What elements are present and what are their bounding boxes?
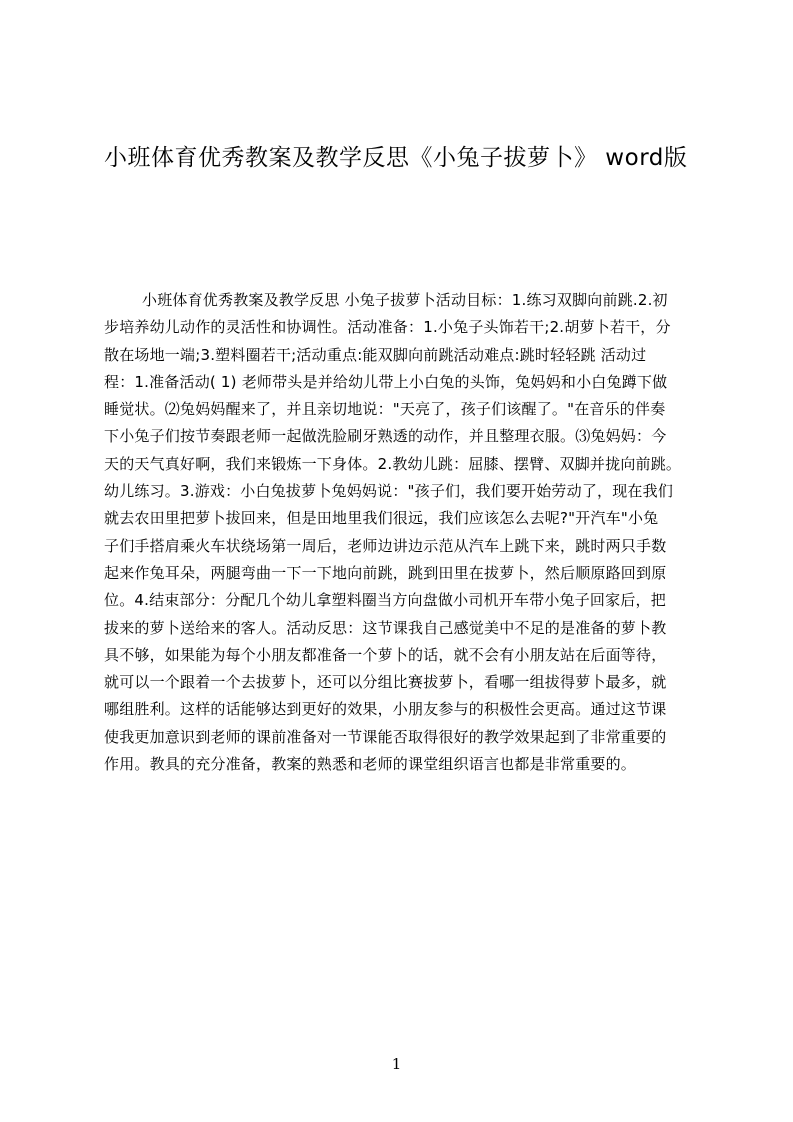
body-line: 步培养幼儿动作的灵活性和协调性。活动准备：1.小兔子头饰若干;2.胡萝卜若干，分	[104, 318, 671, 337]
body-line: 程：1.准备活动( 1) 老师带头是并给幼儿带上小白兔的头饰，兔妈妈和小白兔蹲下做	[104, 372, 668, 391]
body-line: 下小兔子们按节奏跟老师一起做洗脸刷牙熟透的动作，并且整理衣服。⑶兔妈妈：今	[104, 427, 667, 446]
body-line: 位。4.结束部分：分配几个幼儿拿塑料圈当方向盘做小司机开车带小兔子回家后，把	[104, 591, 666, 610]
body-line: 幼儿练习。3.游戏：小白兔拔萝卜兔妈妈说："孩子们，我们要开始劳动了，现在我们	[104, 482, 674, 501]
page-number: 1	[391, 1055, 402, 1073]
body-line: 子们手搭肩乘火车状绕场第一周后，老师边讲边示范从汽车上跳下来，跳时两只手数	[104, 536, 667, 555]
body-line: 具不够，如果能为每个小朋友都准备一个萝卜的话，就不会有小朋友站在后面等待，	[104, 645, 667, 664]
body-line: 散在场地一端;3.塑料圈若干;活动重点:能双脚向前跳活动难点:跳时轻轻跳 活动过	[104, 345, 647, 364]
body-line: 睡觉状。⑵兔妈妈醒来了，并且亲切地说："天亮了，孩子们该醒了。"在音乐的伴奏	[104, 400, 666, 419]
body-line: 起来作兔耳朵，两腿弯曲一下一下地向前跳，跳到田里在拔萝卜，然后顺原路回到原	[104, 563, 667, 582]
body-line: 使我更加意识到老师的课前准备对一节课能否取得很好的教学效果起到了非常重要的	[104, 727, 667, 746]
document-title: 小班体育优秀教案及教学反思《小兔子拔萝卜》 word版	[104, 145, 688, 171]
body-line: 哪组胜利。这样的话能够达到更好的效果，小朋友参与的积极性会更高。通过这节课	[104, 700, 667, 719]
body-line: 作用。教具的充分准备，教案的熟悉和老师的课堂组织语言也都是非常重要的。	[104, 755, 637, 774]
body-line: 就去农田里把萝卜拔回来，但是田地里我们很远，我们应该怎么去呢?"开汽车"小兔	[104, 509, 659, 528]
body-line: 就可以一个跟着一个去拔萝卜，还可以分组比赛拔萝卜，看哪一组拔得萝卜最多，就	[104, 673, 667, 692]
body-line: 天的天气真好啊，我们来锻炼一下身体。2.教幼儿跳：屈膝、摆臂、双脚并拢向前跳。	[104, 454, 682, 473]
document-body	[104, 287, 698, 777]
body-line: 小班体育优秀教案及教学反思 小兔子拔萝卜活动目标：1.练习双脚向前跳.2.初	[142, 291, 668, 309]
body-line: 拔来的萝卜送给来的客人。活动反思：这节课我自己感觉美中不足的是准备的萝卜教	[104, 618, 667, 637]
